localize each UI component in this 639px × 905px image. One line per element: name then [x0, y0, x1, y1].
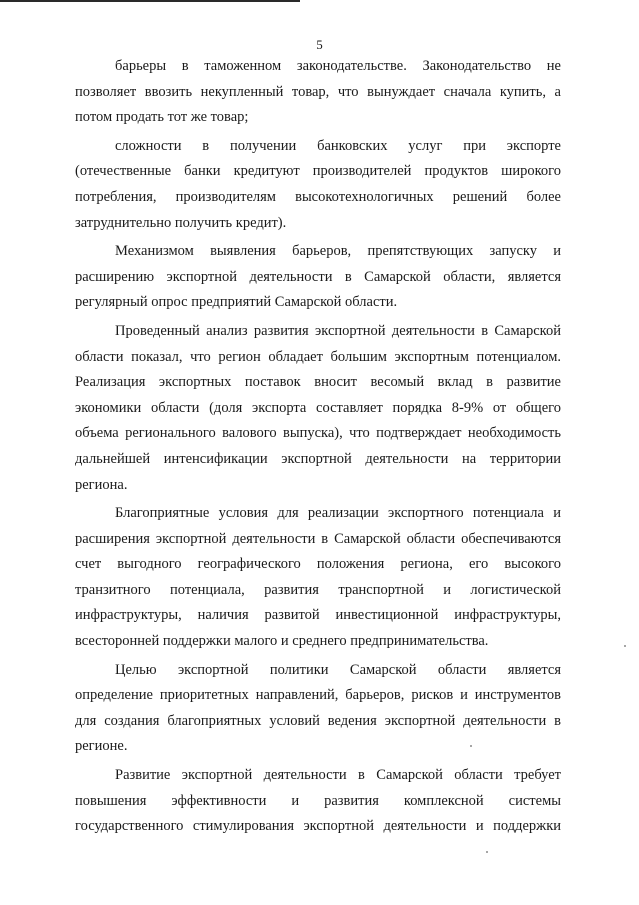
text-line: области показал, что регион обладает большим экспортным потенциалом.	[75, 348, 561, 365]
text-line: Механизмом выявления барьеров, препятствующих запуску и	[115, 243, 561, 260]
text-line: определение приоритетных направлений, барьеров, рисков и инструментов	[75, 687, 561, 704]
text-line: региона.	[75, 476, 128, 493]
paragraph	[75, 501, 561, 655]
text-line: позволяет ввозить некупленный товар, что вынуждает сначала купить, а	[75, 83, 561, 100]
text-line: расширения экспортной деятельности в Самарской области обеспечиваются	[75, 530, 561, 547]
text-line: Развитие экспортной деятельности в Самарской области требует	[115, 767, 561, 784]
text-line: потребления, производителям высокотехнологичных решений более	[75, 188, 561, 205]
text-line: повышения эффективности и развития комплексной системы	[75, 792, 561, 809]
scan-speck	[470, 745, 472, 747]
text-line: (отечественные банки кредитуют производителей продуктов широкого	[75, 163, 561, 180]
paragraph	[75, 763, 561, 840]
text-line: расширению экспортной деятельности в Самарской области, является	[75, 268, 561, 285]
scan-speck	[624, 645, 626, 647]
text-line: Целью экспортной политики Самарской области является	[115, 661, 561, 678]
text-line: Проведенный анализ развития экспортной деятельности в Самарской	[115, 322, 561, 339]
paragraph	[75, 319, 561, 498]
document-body	[75, 54, 561, 843]
paragraph	[75, 54, 561, 131]
text-line: объема регионального валового выпуска), что подтверждает необходимость	[75, 425, 561, 442]
scan-speck	[486, 851, 488, 853]
text-line: государственного стимулирования экспортной деятельности и поддержки	[75, 818, 561, 835]
text-line: затруднительно получить кредит).	[75, 214, 287, 231]
text-line: Благоприятные условия для реализации экспортного потенциала и	[115, 505, 561, 522]
text-line: всесторонней поддержки малого и среднего предпринимательства.	[75, 633, 489, 650]
top-rule	[0, 0, 300, 2]
paragraph	[75, 239, 561, 316]
text-line: дальнейшей интенсификации экспортной деятельности на территории	[75, 450, 561, 467]
text-line: для создания благоприятных условий ведения экспортной деятельности в	[75, 712, 561, 729]
text-line: экономики области (доля экспорта составляет порядка 8-9% от общего	[75, 399, 561, 416]
text-line: сложности в получении банковских услуг при экспорте	[115, 137, 561, 154]
text-line: регионе.	[75, 738, 128, 755]
text-line: транзитного потенциала, развития транспортной и логистической	[75, 581, 561, 598]
text-line: инфраструктуры, наличия развитой инвестиционной инфраструктуры,	[75, 607, 561, 624]
page-number: 5	[316, 37, 323, 52]
text-line: Реализация экспортных поставок вносит весомый вклад в развитие	[75, 374, 561, 391]
paragraph	[75, 658, 561, 760]
text-line: регулярный опрос предприятий Самарской области.	[75, 294, 398, 311]
text-line: барьеры в таможенном законодательстве. Законодательство не	[115, 58, 561, 74]
paragraph	[75, 134, 561, 236]
text-line: потом продать тот же товар;	[75, 109, 249, 126]
text-line: счет выгодного географического положения региона, его высокого	[75, 556, 561, 573]
